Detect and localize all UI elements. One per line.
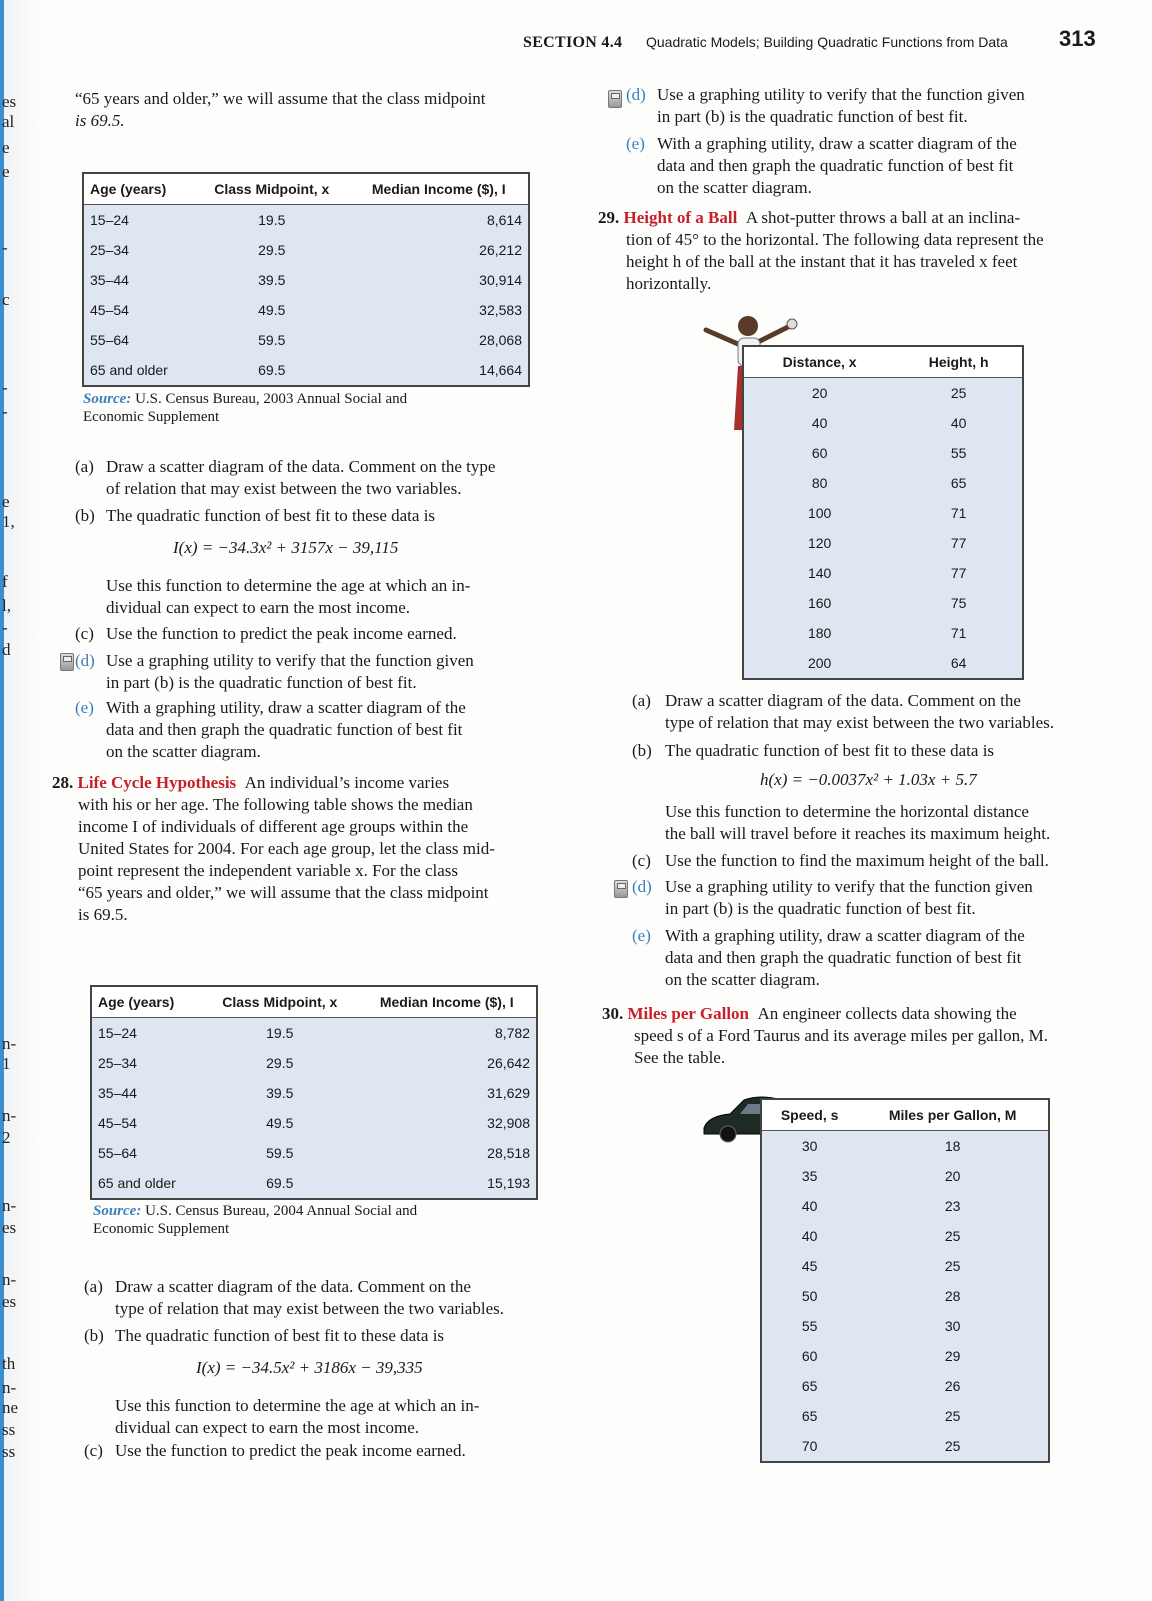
margin-fragment: 1,	[2, 512, 15, 531]
table-row	[743, 528, 1023, 558]
problem-title: Height of a Ball	[623, 208, 738, 227]
table-row	[761, 1311, 1049, 1341]
table-cell: 20	[743, 378, 895, 409]
q29-problem	[598, 207, 1128, 295]
table-cell: 77	[895, 528, 1023, 558]
text-line: With a graphing utility, draw a scatter diagram of the	[106, 698, 466, 717]
margin-fragment: al	[2, 112, 15, 131]
margin-fragment: e	[2, 492, 10, 511]
table-cell: 180	[743, 618, 895, 648]
table-cell: 19.5	[194, 205, 349, 236]
margin-fragment: -	[2, 618, 8, 637]
table-row	[761, 1161, 1049, 1191]
margin-fragment: n-	[2, 1034, 17, 1053]
table-cell: 65 and older	[91, 1168, 202, 1199]
table-cell: 29	[857, 1341, 1049, 1371]
table-header: Class Midpoint, x	[202, 986, 357, 1018]
table-row	[761, 1221, 1049, 1251]
text-line: data and then graph the quadratic function of best fit	[106, 720, 463, 739]
text-line: Use a graphing utility to verify that the function given	[657, 85, 1025, 104]
table-cell: 31,629	[357, 1078, 537, 1108]
text-line: in part (b) is the quadratic function of best fit.	[106, 673, 417, 692]
margin-fragment: n-	[2, 1378, 17, 1397]
table-row	[83, 205, 529, 236]
source-text: Economic Supplement	[83, 409, 220, 425]
table-row	[761, 1341, 1049, 1371]
text-line: Use this function to determine the age at which an in-	[115, 1396, 480, 1415]
table-row	[743, 498, 1023, 528]
ball-height-table	[742, 345, 1024, 680]
table-cell: 45–54	[83, 295, 194, 325]
margin-fragment: ss	[2, 1442, 16, 1461]
margin-fragment: th	[2, 1354, 16, 1373]
text-line: the ball will travel before it reaches its maximum height.	[665, 824, 1051, 843]
table-cell: 49.5	[194, 295, 349, 325]
problem-number: 30.	[602, 1004, 624, 1023]
text-line: Use this function to determine the age at which an in-	[106, 576, 471, 595]
table-cell: 40	[895, 408, 1023, 438]
table-row	[743, 588, 1023, 618]
table-cell: 30,914	[349, 265, 529, 295]
table-row	[91, 1168, 537, 1199]
text-line: Draw a scatter diagram of the data. Comment on the	[665, 691, 1021, 710]
margin-fragment: f	[2, 572, 8, 591]
part-label: (d)	[632, 877, 652, 896]
table-cell: 45–54	[91, 1108, 202, 1138]
text-line: dividual can expect to earn the most income.	[106, 598, 411, 617]
margin-fragment: n-	[2, 1270, 17, 1289]
problem-title: Life Cycle Hypothesis	[77, 773, 237, 792]
text-line: type of relation that may exist between the two variables.	[115, 1299, 504, 1318]
table-cell: 64	[895, 648, 1023, 679]
text-line: on the scatter diagram.	[106, 742, 261, 761]
section-title: Quadratic Models; Building Quadratic Functions from Data	[646, 34, 1008, 50]
margin-fragment: n-	[2, 1196, 17, 1215]
margin-fragment: -	[2, 378, 8, 397]
table-cell: 25	[895, 378, 1023, 409]
table-header: Median Income ($), I	[357, 986, 537, 1018]
table-row	[91, 1048, 537, 1078]
table-cell: 35	[761, 1161, 857, 1191]
table-cell: 71	[895, 618, 1023, 648]
table-row	[743, 558, 1023, 588]
table-cell: 39.5	[194, 265, 349, 295]
table-cell: 160	[743, 588, 895, 618]
table-cell: 59.5	[202, 1138, 357, 1168]
table-row	[83, 235, 529, 265]
table-header: Miles per Gallon, M	[857, 1099, 1049, 1131]
text-line: With a graphing utility, draw a scatter diagram of the	[665, 926, 1025, 945]
text-line: Use the function to predict the peak income earned.	[115, 1441, 466, 1460]
table-row	[83, 265, 529, 295]
part-label: (d)	[75, 651, 95, 670]
text-line: in part (b) is the quadratic function of best fit.	[657, 107, 968, 126]
table-cell: 14,664	[349, 355, 529, 386]
margin-fragment: es	[2, 92, 17, 111]
table-row	[761, 1251, 1049, 1281]
table-header: Median Income ($), I	[349, 173, 529, 205]
table-cell: 70	[761, 1431, 857, 1462]
table-header: Distance, x	[743, 346, 895, 378]
table-row	[91, 1108, 537, 1138]
problem-number: 29.	[598, 208, 620, 227]
margin-fragment: 1	[2, 1054, 11, 1073]
table-cell: 65	[761, 1371, 857, 1401]
table-cell: 65	[761, 1401, 857, 1431]
margin-fragment: l,	[2, 596, 11, 615]
text-line: The quadratic function of best fit to these data is	[665, 741, 995, 760]
table-cell: 25	[857, 1221, 1049, 1251]
part-label: (b)	[75, 506, 95, 525]
text-line: income I of individuals of different age groups within the	[78, 817, 469, 836]
table-row	[83, 355, 529, 386]
table-cell: 40	[761, 1221, 857, 1251]
calculator-icon	[614, 880, 628, 898]
table-cell: 200	[743, 648, 895, 679]
text-line: is 69.5.	[78, 905, 128, 924]
text-line: A shot-putter throws a ball at an inclina-	[745, 208, 1021, 227]
income-table-2004	[90, 985, 538, 1200]
table-row	[761, 1371, 1049, 1401]
table-cell: 120	[743, 528, 895, 558]
text-line: data and then graph the quadratic function of best fit	[665, 948, 1022, 967]
part-label: (c)	[632, 851, 651, 870]
margin-fragment: -	[2, 402, 8, 421]
text-line: Use this function to determine the horizontal distance	[665, 802, 1029, 821]
text-line: Use the function to find the maximum height of the ball.	[665, 851, 1049, 870]
table-cell: 69.5	[194, 355, 349, 386]
q28-problem	[52, 772, 572, 926]
text-line: height h of the ball at the instant that it has traveled x feet	[626, 252, 1018, 271]
table-row	[743, 408, 1023, 438]
table-cell: 40	[761, 1191, 857, 1221]
calculator-icon	[60, 653, 74, 671]
table-cell: 25	[857, 1431, 1049, 1462]
table-row	[83, 295, 529, 325]
margin-fragment: -	[2, 238, 8, 257]
table-cell: 35–44	[83, 265, 194, 295]
text-line: An engineer collects data showing the	[757, 1004, 1017, 1023]
table-cell: 28,518	[357, 1138, 537, 1168]
margin-fragment: ne	[2, 1398, 19, 1417]
table-cell: 26,642	[357, 1048, 537, 1078]
problem-title: Miles per Gallon	[627, 1004, 750, 1023]
table-row	[743, 378, 1023, 409]
table-cell: 55–64	[83, 325, 194, 355]
table-cell: 28,068	[349, 325, 529, 355]
running-header	[523, 26, 1123, 56]
q27-equation: I(x) = −34.3x² + 3157x − 39,115	[173, 538, 399, 557]
q28-equation: I(x) = −34.5x² + 3186x − 39,335	[196, 1358, 423, 1377]
q27-part-b-continued	[106, 575, 566, 619]
source-text: Economic Supplement	[93, 1221, 230, 1237]
table-row	[761, 1191, 1049, 1221]
table-cell: 65	[895, 468, 1023, 498]
table-cell: 59.5	[194, 325, 349, 355]
text-line: Use a graphing utility to verify that the function given	[106, 651, 474, 670]
part-label: (e)	[75, 698, 94, 717]
text-line: of relation that may exist between the two variables.	[106, 479, 462, 498]
text-line: on the scatter diagram.	[665, 970, 820, 989]
text-line: horizontally.	[626, 274, 712, 293]
table-cell: 35–44	[91, 1078, 202, 1108]
text-line: Draw a scatter diagram of the data. Comment on the	[115, 1277, 471, 1296]
table-cell: 55–64	[91, 1138, 202, 1168]
table-cell: 45	[761, 1251, 857, 1281]
margin-fragment: es	[2, 1218, 17, 1237]
margin-fragment: 2	[2, 1128, 11, 1147]
part-label: (b)	[84, 1326, 104, 1345]
table-cell: 25	[857, 1401, 1049, 1431]
text-line: Use a graphing utility to verify that the function given	[665, 877, 1033, 896]
margin-fragment: ss	[2, 1420, 16, 1439]
table-cell: 8,614	[349, 205, 529, 236]
table-cell: 23	[857, 1191, 1049, 1221]
part-label: (a)	[84, 1277, 103, 1296]
text-line: tion of 45° to the horizontal. The following data represent the	[626, 230, 1044, 249]
table-cell: 15–24	[83, 205, 194, 236]
table-row	[91, 1018, 537, 1049]
text-line: with his or her age. The following table shows the median	[78, 795, 473, 814]
table-cell: 8,782	[357, 1018, 537, 1049]
text-line: See the table.	[634, 1048, 726, 1067]
part-label: (d)	[626, 85, 646, 104]
q29-part-b-continued	[665, 801, 1125, 845]
text-line: An individual’s income varies	[244, 773, 450, 792]
text-line: speed s of a Ford Taurus and its average miles per gallon, M.	[634, 1026, 1048, 1045]
table-row	[761, 1281, 1049, 1311]
table-cell: 25–34	[83, 235, 194, 265]
part-label: (c)	[75, 624, 94, 643]
table-cell: 15,193	[357, 1168, 537, 1199]
margin-fragment: d	[2, 640, 11, 659]
table-cell: 55	[761, 1311, 857, 1341]
table-cell: 80	[743, 468, 895, 498]
table-cell: 29.5	[194, 235, 349, 265]
part-label: (a)	[632, 691, 651, 710]
text-line: The quadratic function of best fit to these data is	[115, 1326, 445, 1345]
table-cell: 26,212	[349, 235, 529, 265]
text-line: With a graphing utility, draw a scatter diagram of the	[657, 134, 1017, 153]
table-header: Age (years)	[91, 986, 202, 1018]
table-cell: 32,583	[349, 295, 529, 325]
text-line: United States for 2004. For each age group, let the class mid-	[78, 839, 495, 858]
table-cell: 60	[761, 1341, 857, 1371]
table-cell: 69.5	[202, 1168, 357, 1199]
table-row	[761, 1401, 1049, 1431]
table-row	[743, 438, 1023, 468]
part-label: (b)	[632, 741, 652, 760]
text-line: dividual can expect to earn the most income.	[115, 1418, 420, 1437]
table-header: Height, h	[895, 346, 1023, 378]
table-row	[743, 468, 1023, 498]
intro-paragraph	[75, 88, 486, 132]
section-label: SECTION 4.4	[523, 34, 623, 51]
page-number: 313	[1059, 26, 1096, 51]
table-row	[761, 1431, 1049, 1462]
table-cell: 30	[761, 1131, 857, 1162]
q29-equation: h(x) = −0.0037x² + 1.03x + 5.7	[760, 770, 977, 789]
calculator-icon	[608, 90, 622, 108]
text-line: type of relation that may exist between the two variables.	[665, 713, 1054, 732]
table-cell: 25–34	[91, 1048, 202, 1078]
table-header: Age (years)	[83, 173, 194, 205]
problem-number: 28.	[52, 773, 74, 792]
table-cell: 55	[895, 438, 1023, 468]
table-cell: 50	[761, 1281, 857, 1311]
source-note-2004	[93, 1202, 417, 1238]
table-cell: 19.5	[202, 1018, 357, 1049]
text-line: point represent the independent variable x. For the class	[78, 861, 459, 880]
table-row	[83, 325, 529, 355]
table-cell: 15–24	[91, 1018, 202, 1049]
source-label: Source:	[93, 1203, 142, 1219]
table-cell: 100	[743, 498, 895, 528]
part-label: (e)	[626, 134, 645, 153]
text-line: data and then graph the quadratic function of best fit	[657, 156, 1014, 175]
table-cell: 26	[857, 1371, 1049, 1401]
table-cell: 39.5	[202, 1078, 357, 1108]
table-header: Speed, s	[761, 1099, 857, 1131]
table-cell: 65 and older	[83, 355, 194, 386]
intro-line: “65 years and older,” we will assume that the class midpoint	[75, 89, 486, 108]
margin-fragment: e	[2, 162, 10, 181]
table-cell: 29.5	[202, 1048, 357, 1078]
table-cell: 77	[895, 558, 1023, 588]
source-label: Source:	[83, 391, 132, 407]
table-row	[761, 1131, 1049, 1162]
table-cell: 28	[857, 1281, 1049, 1311]
table-row	[91, 1138, 537, 1168]
table-cell: 32,908	[357, 1108, 537, 1138]
margin-fragment: e	[2, 138, 10, 157]
table-cell: 18	[857, 1131, 1049, 1162]
mpg-table	[760, 1098, 1050, 1463]
table-row	[743, 618, 1023, 648]
table-row	[91, 1078, 537, 1108]
table-cell: 75	[895, 588, 1023, 618]
source-text: U.S. Census Bureau, 2004 Annual Social and	[145, 1203, 418, 1219]
table-cell: 71	[895, 498, 1023, 528]
table-cell: 30	[857, 1311, 1049, 1341]
part-label: (c)	[84, 1441, 103, 1460]
q30-problem	[602, 1003, 1132, 1069]
table-cell: 60	[743, 438, 895, 468]
text-line: Use the function to predict the peak income earned.	[106, 624, 457, 643]
income-table-2003	[82, 172, 530, 387]
part-label: (a)	[75, 457, 94, 476]
margin-fragment: n-	[2, 1106, 17, 1125]
table-header: Class Midpoint, x	[194, 173, 349, 205]
table-cell: 25	[857, 1251, 1049, 1281]
table-cell: 140	[743, 558, 895, 588]
source-note-2003	[83, 390, 407, 426]
text-line: on the scatter diagram.	[657, 178, 812, 197]
text-line: “65 years and older,” we will assume that the class midpoint	[78, 883, 489, 902]
margin-fragment: c	[2, 290, 10, 309]
text-line: The quadratic function of best fit to these data is	[106, 506, 436, 525]
table-row	[743, 648, 1023, 679]
table-cell: 20	[857, 1161, 1049, 1191]
table-cell: 49.5	[202, 1108, 357, 1138]
q28-part-b-continued	[115, 1395, 575, 1439]
margin-fragment: es	[2, 1292, 17, 1311]
part-label: (e)	[632, 926, 651, 945]
source-text: U.S. Census Bureau, 2003 Annual Social and	[135, 391, 408, 407]
table-cell: 40	[743, 408, 895, 438]
text-line: in part (b) is the quadratic function of best fit.	[665, 899, 976, 918]
intro-line: is 69.5.	[75, 111, 125, 130]
text-line: Draw a scatter diagram of the data. Comment on the type	[106, 457, 496, 476]
